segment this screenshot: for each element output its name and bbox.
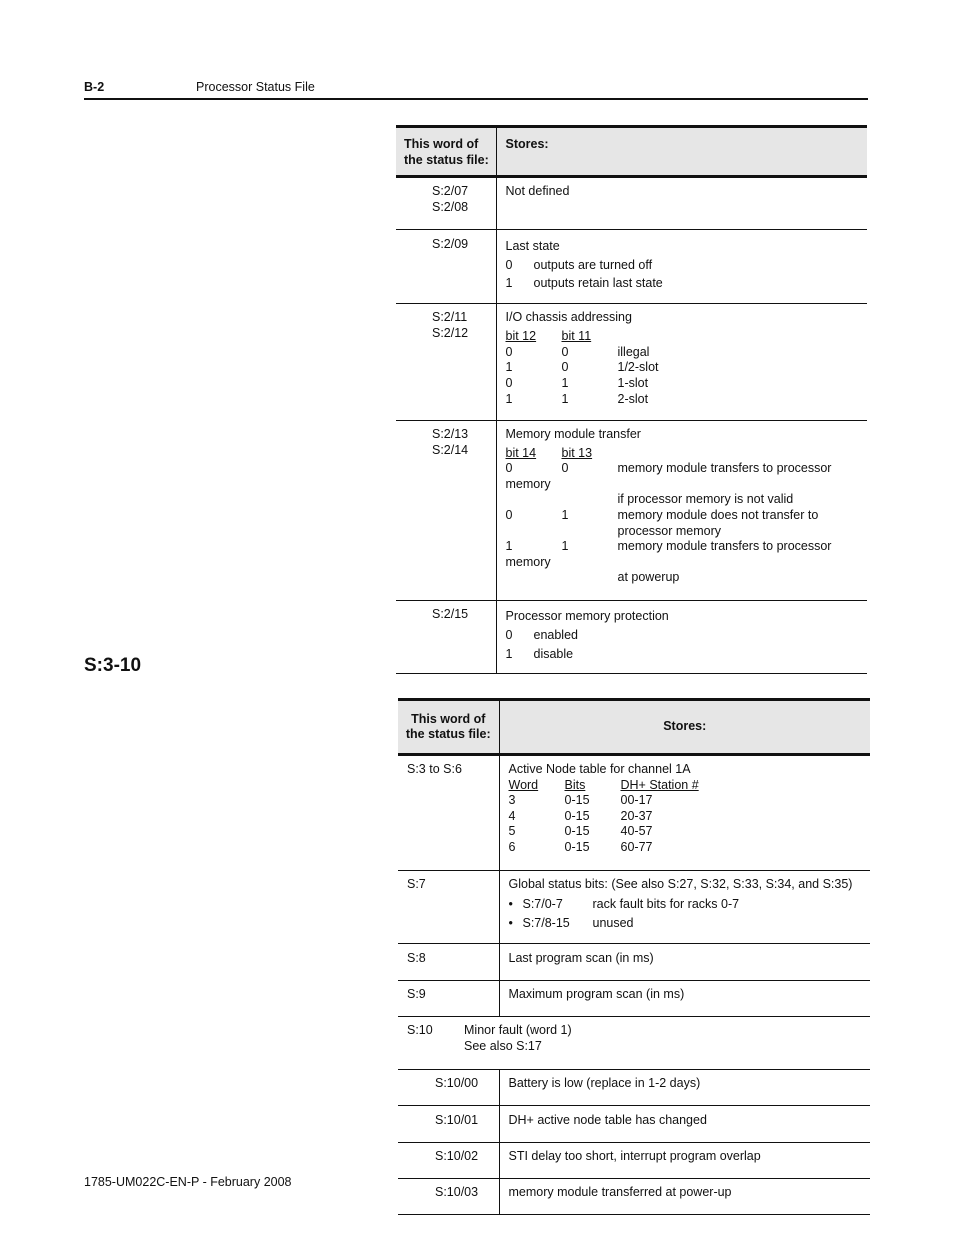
bit-meaning-cont: at powerup <box>617 570 680 585</box>
bit-meaning-wrap: memory <box>505 476 551 491</box>
table-row <box>396 230 867 304</box>
stores-title: Global status bits: (See also S:27, S:32, S:33, S:34, and S:35) <box>508 877 853 891</box>
node-row <box>509 793 871 809</box>
value-key: 1 <box>505 276 513 290</box>
word-cell <box>398 871 499 944</box>
bit-meaning: 2-slot <box>617 391 649 406</box>
table-row <box>398 1143 870 1179</box>
stores-cell <box>499 871 870 944</box>
bit-value: 1 <box>561 507 569 522</box>
stores-title: Active Node table for channel 1A <box>508 762 691 776</box>
stores-cell <box>496 601 867 674</box>
bit-meaning-wrap: memory <box>505 554 551 569</box>
word: S:10/02 <box>435 1149 479 1163</box>
word: S:3 to S:6 <box>407 762 462 776</box>
table-row <box>398 871 870 944</box>
page-number: B-2 <box>84 80 105 94</box>
bullet-desc: rack fault bits for racks 0-7 <box>592 896 740 911</box>
word: S:7 <box>407 877 426 891</box>
bit-header: bit 11 <box>561 328 592 343</box>
stores-cell <box>499 755 870 871</box>
stores-cell <box>496 304 867 421</box>
stores-text: DH+ active node table has changed <box>508 1113 707 1127</box>
value-key: 0 <box>505 627 513 642</box>
header-stores: Stores: <box>663 719 707 734</box>
value-desc: enabled <box>533 627 578 642</box>
word-cell <box>398 1070 499 1106</box>
bullet-key: S:7/8-15 <box>522 916 570 930</box>
stores-title: Processor memory protection <box>505 609 669 623</box>
table-row <box>396 601 867 674</box>
bullet-key: S:7/0-7 <box>522 896 563 911</box>
node-bits: 0-15 <box>564 793 590 808</box>
value-key: 1 <box>505 646 513 661</box>
bullet-item <box>509 916 871 932</box>
word: S:2/08 <box>432 199 469 214</box>
header-stores-cell <box>499 700 870 755</box>
value-desc: disable <box>533 646 574 661</box>
bit-meaning: memory module transfers to processor <box>617 461 832 476</box>
node-bits: 0-15 <box>564 839 590 854</box>
word: S:2/09 <box>432 237 469 251</box>
word-cell <box>398 944 499 981</box>
bit-value: 0 <box>505 376 513 391</box>
value-key: 0 <box>505 257 513 272</box>
stores-text: Minor fault (word 1) <box>464 1023 572 1037</box>
section-heading: S:3-10 <box>84 655 142 676</box>
node-bits: 0-15 <box>564 824 590 839</box>
word-cell <box>396 177 496 230</box>
word-cell <box>398 1106 499 1143</box>
footer-doc-ref: 1785-UM022C-EN-P - February 2008 <box>84 1175 292 1189</box>
bullet-icon: • <box>508 916 513 930</box>
bit-meaning: memory module does not transfer to <box>617 507 819 522</box>
node-row <box>509 824 871 840</box>
word: S:2/14 <box>432 442 469 457</box>
stores-text: STI delay too short, interrupt program overlap <box>508 1149 761 1163</box>
running-header-title: Processor Status File <box>196 80 315 94</box>
node-word: 4 <box>508 808 516 823</box>
stores-title: Not defined <box>505 184 570 198</box>
word: S:2/12 <box>432 325 469 340</box>
word: S:9 <box>407 987 426 1001</box>
node-bits: 0-15 <box>564 808 590 823</box>
bit-meaning: 1/2-slot <box>617 360 659 375</box>
table-header-row <box>396 127 867 177</box>
word-cell <box>398 1143 499 1179</box>
word: S:8 <box>407 951 426 965</box>
stores-text: Last program scan (in ms) <box>508 951 654 965</box>
stores-text: Maximum program scan (in ms) <box>508 987 685 1001</box>
stores-title: I/O chassis addressing <box>505 310 632 324</box>
bit-value: 0 <box>505 344 513 359</box>
node-row <box>509 809 871 825</box>
bullet-desc: unused <box>592 916 634 930</box>
word: S:10/03 <box>435 1185 479 1199</box>
bit-value: 1 <box>505 391 513 406</box>
bit-meaning-cont: processor memory <box>617 523 721 538</box>
word: S:2/07 <box>432 184 469 198</box>
bit-value: 1 <box>561 376 569 391</box>
bit-value: 0 <box>561 461 569 476</box>
table-row <box>398 755 870 871</box>
node-station: 00-17 <box>620 793 653 808</box>
stores-cell <box>499 1179 870 1215</box>
col-header-bits: Bits <box>564 777 586 792</box>
stores-text: memory module transferred at power-up <box>508 1185 732 1199</box>
bit-value: 1 <box>505 539 513 554</box>
col-header-station: DH+ Station # <box>620 777 699 792</box>
header-word-cell <box>396 127 496 177</box>
stores-cell <box>499 1070 870 1106</box>
bit-value: 0 <box>561 360 569 375</box>
word: S:10/00 <box>435 1076 479 1090</box>
value-desc: outputs are turned off <box>533 257 653 272</box>
header-rule <box>84 98 868 100</box>
bit-meaning: memory module transfers to processor <box>617 539 832 554</box>
word: S:2/13 <box>432 427 469 441</box>
bit-meaning-cont: if processor memory is not valid <box>617 492 794 507</box>
header-stores-cell <box>496 127 867 177</box>
status-table-s3-10 <box>398 698 870 1215</box>
table-row <box>398 1179 870 1215</box>
node-row <box>509 840 871 856</box>
word-cell <box>398 981 499 1017</box>
word-cell <box>398 1179 499 1215</box>
node-word: 6 <box>508 839 516 854</box>
word-cell <box>396 601 496 674</box>
header-word-l1: This word of <box>411 711 486 726</box>
word-cell <box>396 421 496 601</box>
stores-cell <box>499 981 870 1017</box>
bullet-icon: • <box>508 896 513 911</box>
header-stores: Stores: <box>505 137 549 151</box>
bit-value: 1 <box>561 539 569 554</box>
bit-meaning: 1-slot <box>617 376 649 391</box>
bit-value: 0 <box>505 461 513 476</box>
table-row <box>398 1106 870 1143</box>
stores-cell <box>499 944 870 981</box>
table-row <box>396 421 867 601</box>
stores-text-2: See also S:17 <box>464 1038 542 1053</box>
bit-header: bit 13 <box>561 445 593 460</box>
bit-header: bit 12 <box>505 328 537 343</box>
bit-header: bit 14 <box>505 445 537 460</box>
status-table-s2 <box>396 125 867 674</box>
node-station: 40-57 <box>620 824 653 839</box>
header-word-cell <box>398 700 499 755</box>
bullet-item <box>509 897 871 913</box>
bit-value: 0 <box>561 344 569 359</box>
bit-value: 1 <box>505 360 513 375</box>
header-word-l2: the status file: <box>404 152 489 167</box>
stores-title: Memory module transfer <box>505 427 641 441</box>
table-row <box>398 1070 870 1106</box>
stores-text: Battery is low (replace in 1-2 days) <box>508 1076 701 1090</box>
table-row <box>398 981 870 1017</box>
stores-cell <box>496 230 867 304</box>
word-cell <box>396 304 496 421</box>
stores-cell <box>496 177 867 230</box>
header-word-l2: the status file: <box>405 727 491 741</box>
word-cell <box>398 755 499 871</box>
table-row <box>398 944 870 981</box>
stores-cell <box>496 421 867 601</box>
minor-fault-cell <box>398 1017 870 1070</box>
word: S:10 <box>407 1023 433 1037</box>
word: S:10/01 <box>435 1113 479 1127</box>
word: S:2/11 <box>432 310 468 324</box>
header-word-l1: This word of <box>404 137 479 151</box>
table-row <box>396 304 867 421</box>
table-row <box>398 1017 870 1070</box>
table-header-row <box>398 700 870 755</box>
node-word: 3 <box>508 793 516 808</box>
bit-value: 1 <box>561 391 569 406</box>
stores-title: Last state <box>505 239 560 253</box>
bit-meaning: illegal <box>617 344 650 359</box>
node-station: 60-77 <box>620 839 653 854</box>
stores-cell <box>499 1106 870 1143</box>
node-station: 20-37 <box>620 808 653 823</box>
word: S:2/15 <box>432 607 469 621</box>
bit-value: 0 <box>505 507 513 522</box>
value-desc: outputs retain last state <box>533 276 663 290</box>
node-word: 5 <box>508 824 516 839</box>
table-row <box>396 177 867 230</box>
stores-cell <box>499 1143 870 1179</box>
word-cell <box>396 230 496 304</box>
col-header-word: Word <box>508 777 539 792</box>
